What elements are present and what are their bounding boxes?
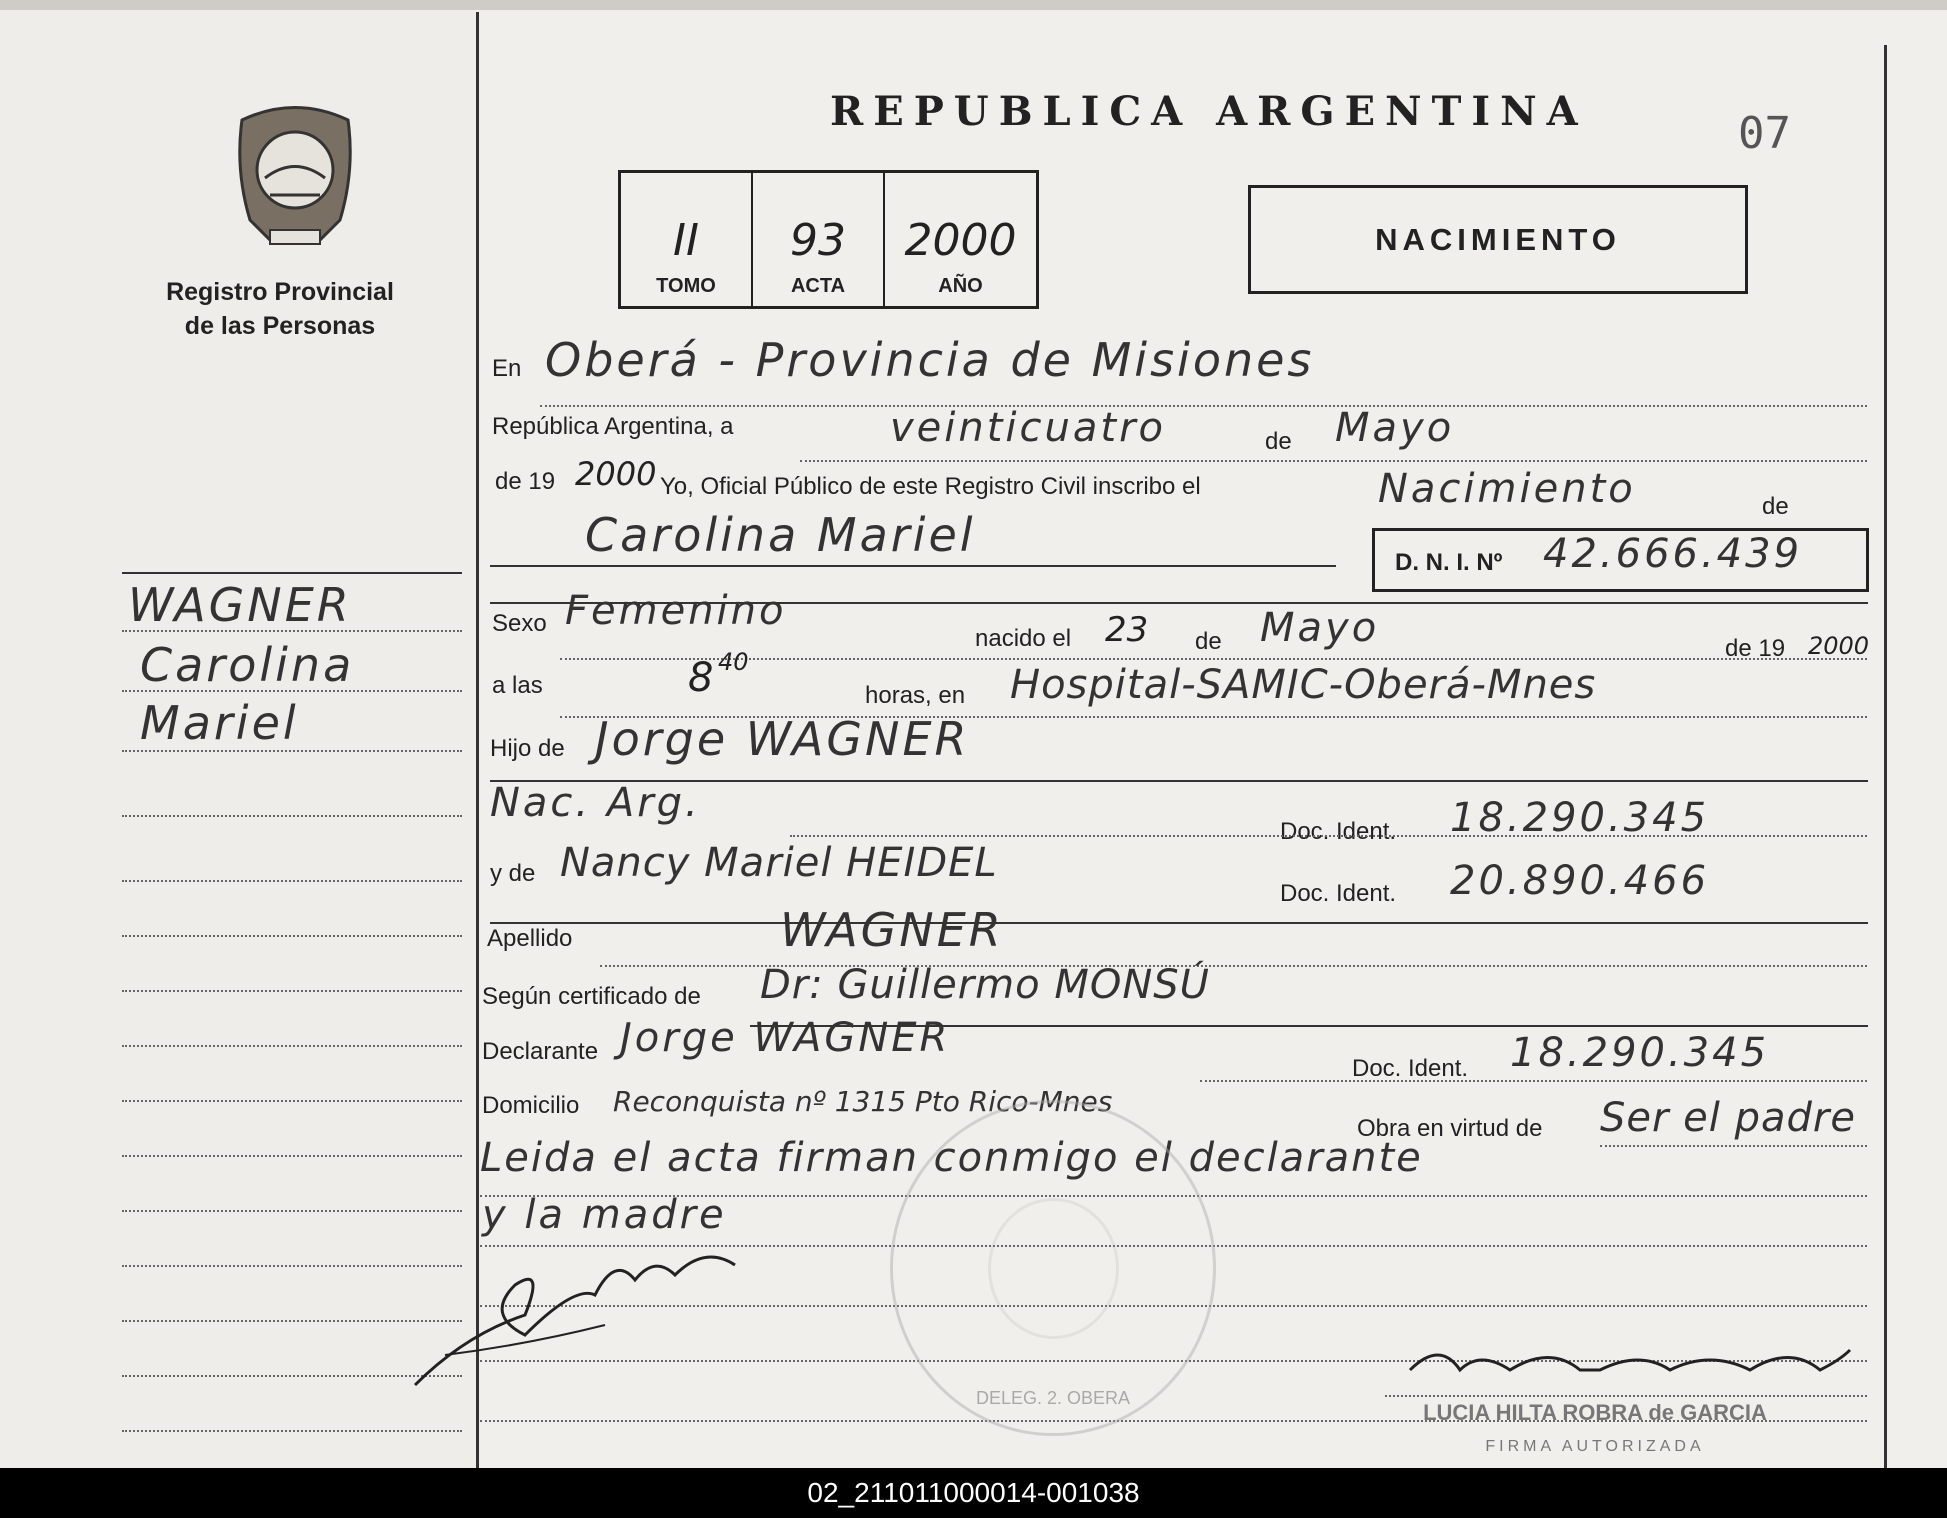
value-virtud: Ser el padre [1600, 1095, 1856, 1141]
dni-box [1372, 528, 1869, 592]
value-doc-madre: 20.890.466 [1450, 858, 1710, 904]
value-mes: Mayo [1335, 405, 1455, 451]
crest-icon [230, 100, 360, 250]
row-line [540, 405, 1867, 407]
margin-line [122, 750, 462, 752]
acta-value: 93 [790, 215, 846, 266]
tomo-label: TOMO [656, 275, 716, 297]
label-domicilio: Domicilio [482, 1092, 580, 1119]
tomo-value: II [673, 215, 699, 266]
seal-sub: DELEG. 2. OBERA [975, 1388, 1131, 1408]
row-line [490, 565, 1336, 567]
label-de19: de 19 [1725, 635, 1786, 662]
label-nacido: nacido el [975, 625, 1072, 652]
value-dni: 42.666.439 [1543, 531, 1803, 577]
label-segun: Según certificado de [482, 983, 701, 1010]
margin-top-line [122, 572, 462, 574]
value-sexo: Femenino [565, 588, 787, 634]
value-madre: Nancy Mariel HEIDEL [560, 840, 998, 886]
label-yo: Yo, Oficial Público de este Registro Civil inscribo el [660, 473, 1201, 500]
label-doc2: Doc. Ident. [1280, 880, 1397, 907]
value-padre: Jorge WAGNER [595, 712, 970, 766]
value-dia: veinticuatro [890, 405, 1166, 451]
label-doc1: Doc. Ident. [1280, 818, 1397, 845]
label-dni: D. N. I. Nº [1395, 549, 1503, 576]
row-line [790, 835, 1867, 837]
value-hora: 8 [688, 655, 714, 701]
value-doc-declarante: 18.290.345 [1510, 1030, 1770, 1076]
value-acto: Nacimiento [1378, 466, 1636, 512]
top-edge [0, 0, 1947, 10]
row-line [800, 460, 1867, 462]
ano-value: 2000 [904, 215, 1017, 266]
value-mes-nac: Mayo [1260, 605, 1380, 651]
label-sexo: Sexo [492, 610, 547, 637]
value-nota1: Leida el acta firman conmigo el declarante [480, 1135, 1423, 1181]
signature-icon [405, 1225, 785, 1390]
value-nombre: Carolina Mariel [585, 508, 976, 562]
right-border [1884, 45, 1887, 1468]
value-lugar: Oberá - Provincia de Misiones [545, 333, 1315, 387]
label-de3: de [1195, 628, 1222, 655]
margin-line [122, 1100, 462, 1102]
province-crest [230, 100, 360, 250]
value-minutos: 40 [718, 648, 749, 676]
value-nacionalidad: Nac. Arg. [490, 780, 701, 826]
margin-line [122, 880, 462, 882]
row-line [1200, 1080, 1867, 1082]
label-horas: horas, en [865, 682, 966, 709]
declarant-signature [405, 1225, 785, 1390]
value-doc-padre: 18.290.345 [1450, 795, 1710, 841]
label-declarante: Declarante [482, 1038, 599, 1065]
label-de: de [1265, 428, 1292, 455]
label-republica: República Argentina, a [492, 413, 734, 440]
value-domicilio: Reconquista nº 1315 Pto Rico-Mnes [613, 1085, 1113, 1118]
value-anio: 2000 [575, 455, 657, 493]
margin-first-name: Carolina [140, 638, 355, 692]
official-seal [890, 1100, 1216, 1436]
signature-line [1385, 1395, 1867, 1397]
value-anio-nac: 2000 [1808, 632, 1870, 660]
margin-line [122, 690, 462, 692]
value-medico: Dr: Guillermo MONSÚ [760, 962, 1210, 1008]
acta-cell [753, 173, 885, 306]
label-de2: de [1762, 493, 1789, 520]
record-type: NACIMIENTO [1375, 221, 1621, 257]
margin-line [122, 935, 462, 937]
row-line [490, 922, 1868, 924]
page-number: 07 [1738, 108, 1791, 159]
ano-label: AÑO [938, 275, 983, 297]
registry-title: Registro Provincial [166, 278, 394, 306]
label-hijo: Hijo de [490, 735, 565, 762]
reference-table [618, 170, 1039, 309]
margin-line [122, 815, 462, 817]
margin-middle-name: Mariel [140, 696, 299, 750]
margin-line [122, 1210, 462, 1212]
country-title: REPUBLICA ARGENTINA [830, 88, 1588, 135]
row-line [560, 658, 1867, 660]
label-de-year: de 19 [495, 468, 556, 495]
value-nota2: y la madre [482, 1192, 727, 1238]
value-dia-nac: 23 [1105, 610, 1149, 650]
label-a-las: a las [492, 672, 543, 699]
value-lugar-nac: Hospital-SAMIC-Oberá-Mnes [1010, 662, 1597, 708]
seal-inner-emblem [988, 1198, 1119, 1339]
signer-name: LUCIA HILTA ROBRA de GARCIA [1423, 1400, 1767, 1425]
label-obra: Obra en virtud de [1357, 1115, 1543, 1142]
document-id: 02_211011000014-001038 [807, 1477, 1140, 1508]
margin-line [122, 1430, 462, 1432]
authorized-signature [1400, 1330, 1860, 1390]
registry-subtitle: de las Personas [184, 312, 376, 340]
value-apellido: WAGNER [780, 903, 1004, 957]
row-line [1600, 1145, 1867, 1147]
signer-role: FIRMA AUTORIZADA [1485, 1438, 1705, 1455]
margin-line [122, 1045, 462, 1047]
ano-cell [885, 173, 1036, 306]
margin-line [122, 1155, 462, 1157]
record-type-box [1248, 185, 1748, 294]
signature-icon [1400, 1330, 1860, 1390]
margin-surname: WAGNER [128, 578, 352, 632]
value-declarante: Jorge WAGNER [620, 1015, 951, 1061]
label-doc3: Doc. Ident. [1352, 1055, 1469, 1082]
acta-label: ACTA [790, 275, 846, 297]
tomo-cell [621, 173, 753, 306]
label-y-de: y de [490, 860, 536, 887]
margin-line [122, 990, 462, 992]
label-apellido: Apellido [487, 925, 573, 952]
label-en: En [492, 355, 522, 382]
margin-line [122, 630, 462, 632]
